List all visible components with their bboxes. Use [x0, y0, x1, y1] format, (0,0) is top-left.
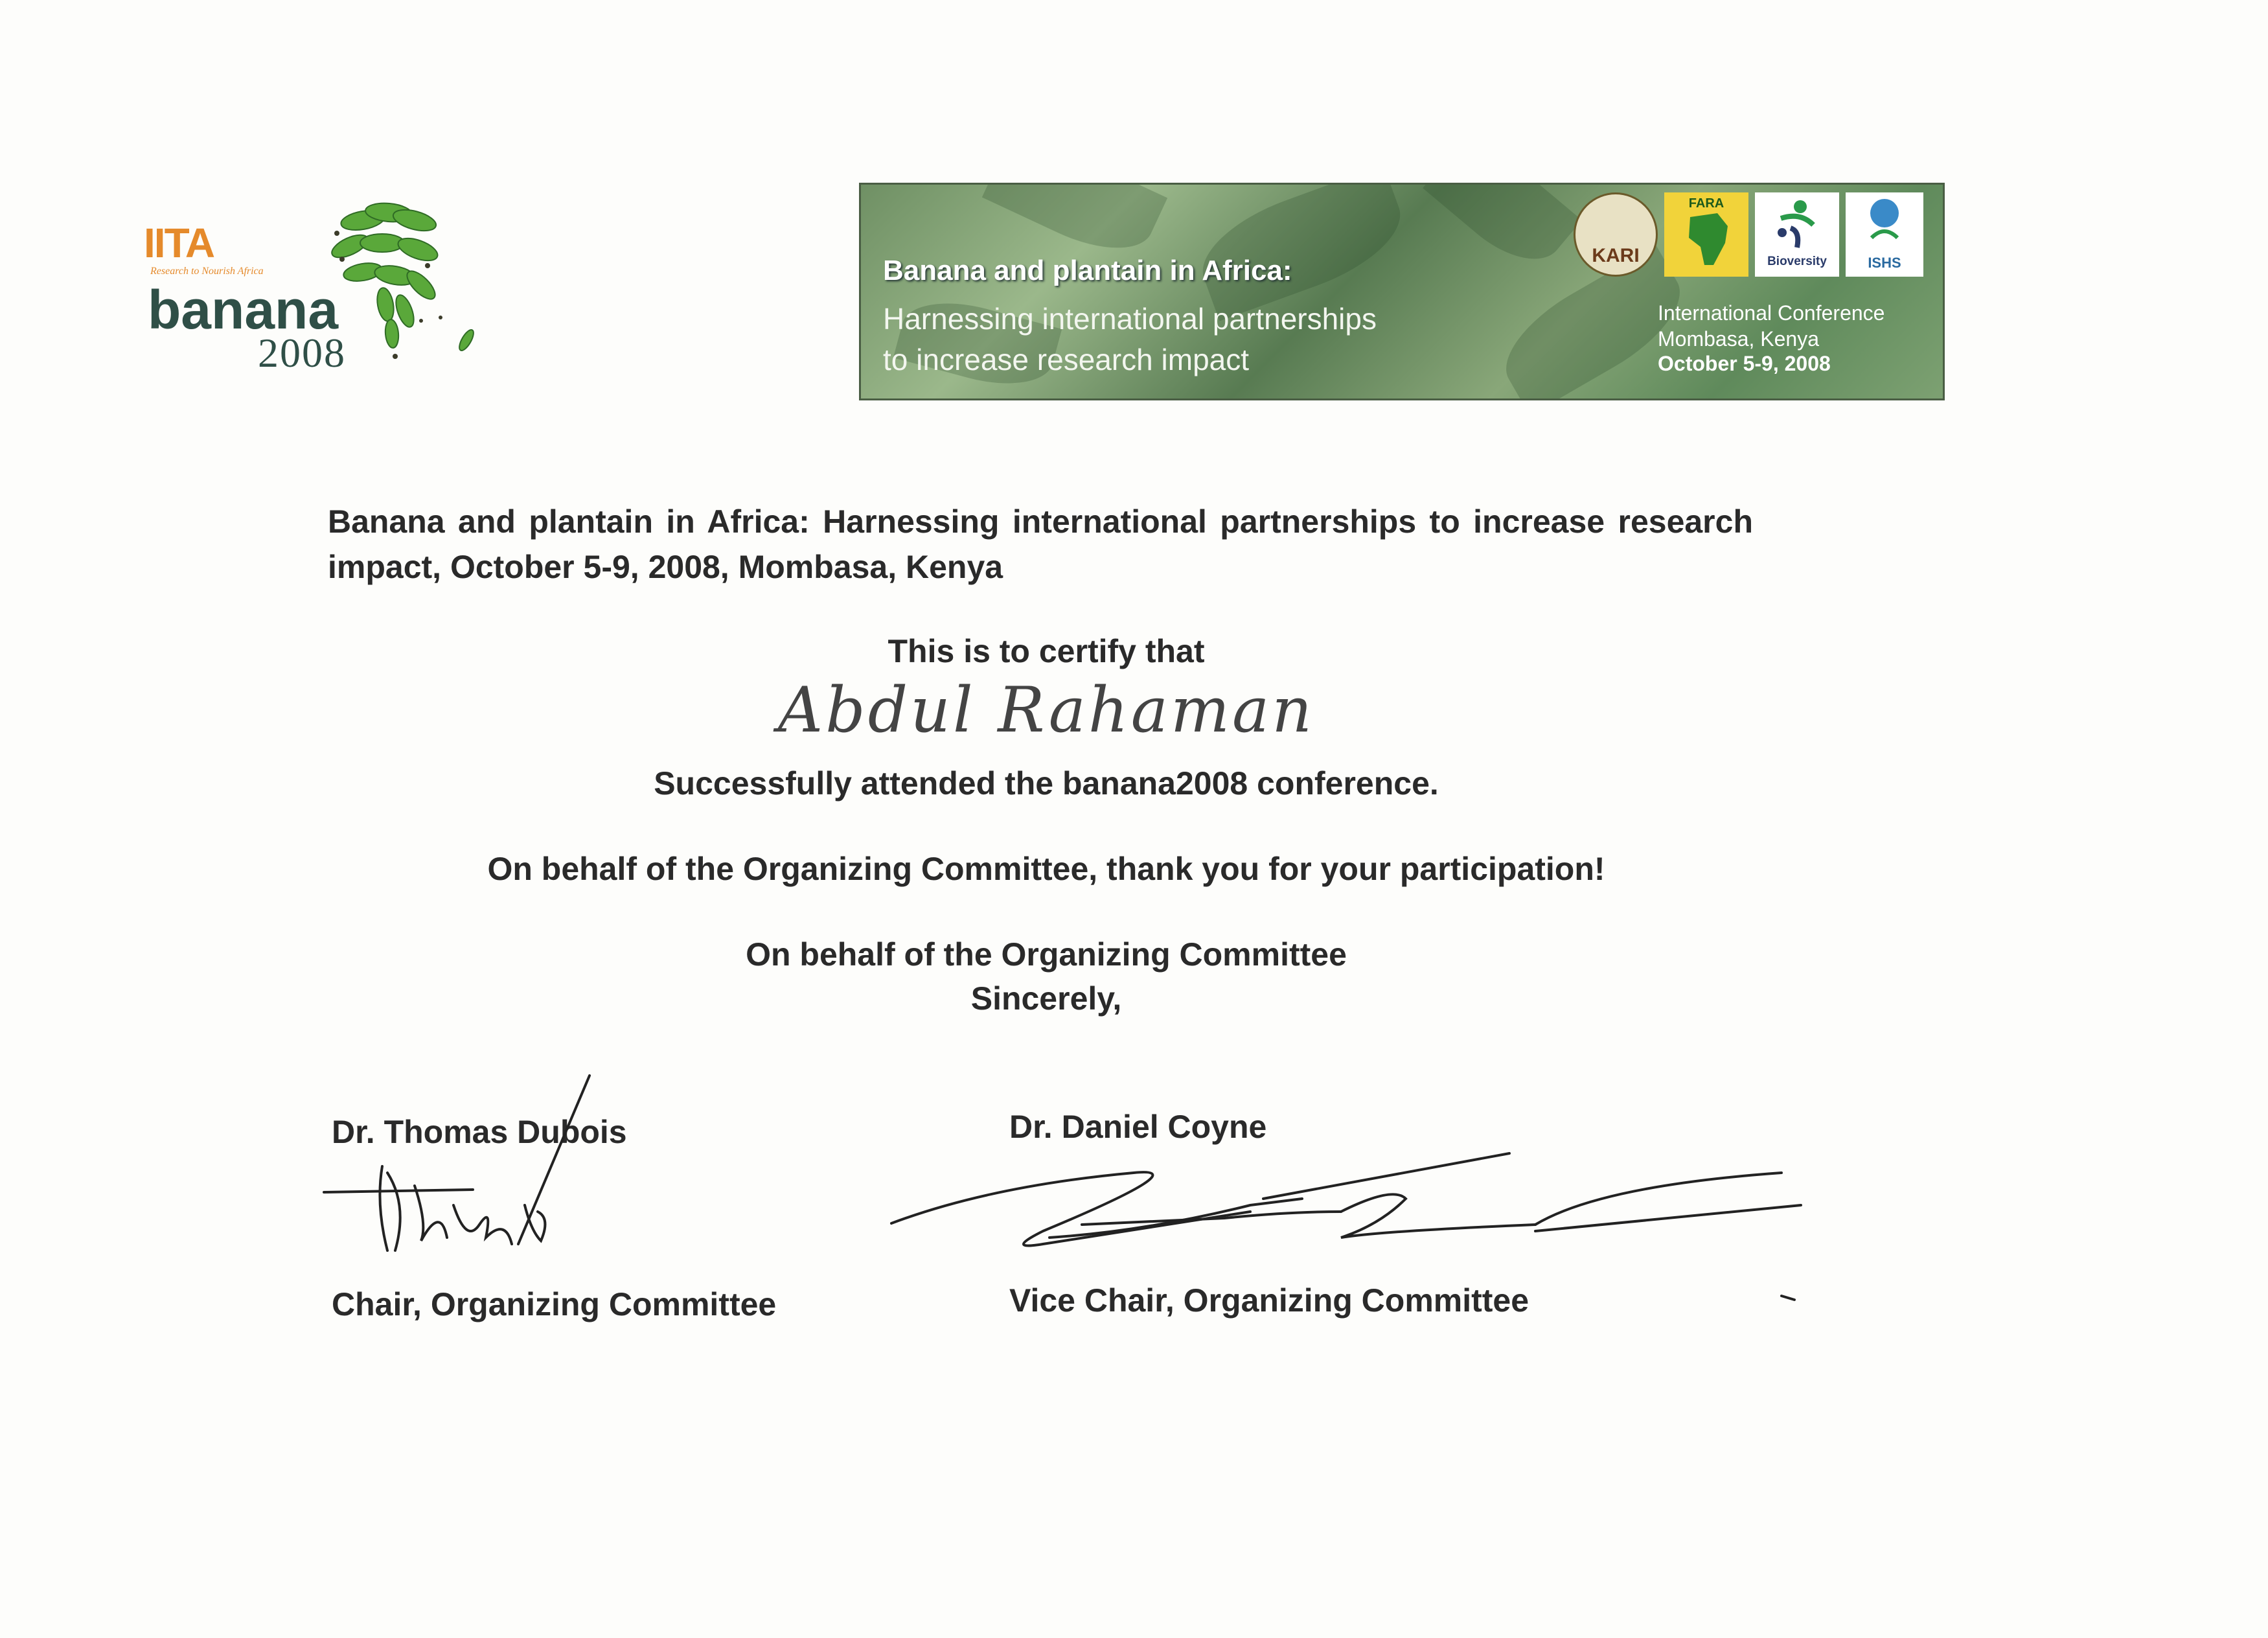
attended-text: Successfully attended the banana2008 conference. — [654, 765, 1439, 802]
fara-logo-icon — [1664, 192, 1748, 277]
ishs-logo-label: ISHS — [1868, 255, 1901, 271]
kari-logo-icon — [1574, 192, 1658, 277]
chair-signature — [317, 1076, 590, 1283]
behalf-text: On behalf of the Organizing Committee — [746, 936, 1347, 973]
conference-banner — [859, 183, 1945, 400]
banner-conference-info — [1658, 300, 1884, 352]
thanks-text: On behalf of the Organizing Committee, thank you for your participation! — [487, 851, 1605, 887]
banner-conference-line1: International Conference — [1658, 301, 1885, 325]
certify-text: This is to certify that — [888, 633, 1205, 669]
bioversity-logo-label: Bioversity — [1767, 255, 1827, 268]
certificate-heading: Banana and plantain in Africa: Harnessing international partnerships to increase research impact, October 5-9, 2008, Mombasa, Kenya — [328, 503, 1753, 585]
banner-subtitle-line1: Harnessing international partnerships — [883, 302, 1377, 336]
vice-chair-name: Dr. Daniel Coyne — [1009, 1109, 1267, 1145]
africa-bananas-icon — [324, 194, 518, 389]
logo-year: 2008 — [258, 330, 346, 376]
banner-dates: October 5-9, 2008 — [1658, 352, 1831, 375]
vice-chair-role: Vice Chair, Organizing Committee — [1009, 1282, 1529, 1319]
iita-logo-text: IITA — [144, 220, 214, 266]
fara-logo-label: FARA — [1688, 196, 1724, 211]
logo-banana-word: banana — [148, 279, 339, 340]
banner-subtitle-line2: to increase research impact — [883, 343, 1250, 376]
closing-text: Sincerely, — [970, 980, 1122, 1017]
banner-title: Banana and plantain in Africa: — [883, 255, 1292, 286]
kari-logo-label: KARI — [1592, 245, 1640, 266]
banner-conference-line2: Mombasa, Kenya — [1658, 327, 1820, 351]
iita-tagline: Research to Nourish Africa — [150, 266, 264, 277]
ishs-logo-icon — [1846, 192, 1923, 277]
bioversity-logo-icon — [1755, 192, 1839, 277]
chair-role: Chair, Organizing Committee — [332, 1286, 777, 1322]
recipient-name: Abdul Rahaman — [777, 674, 1315, 746]
chair-name: Dr. Thomas Dubois — [332, 1114, 627, 1150]
